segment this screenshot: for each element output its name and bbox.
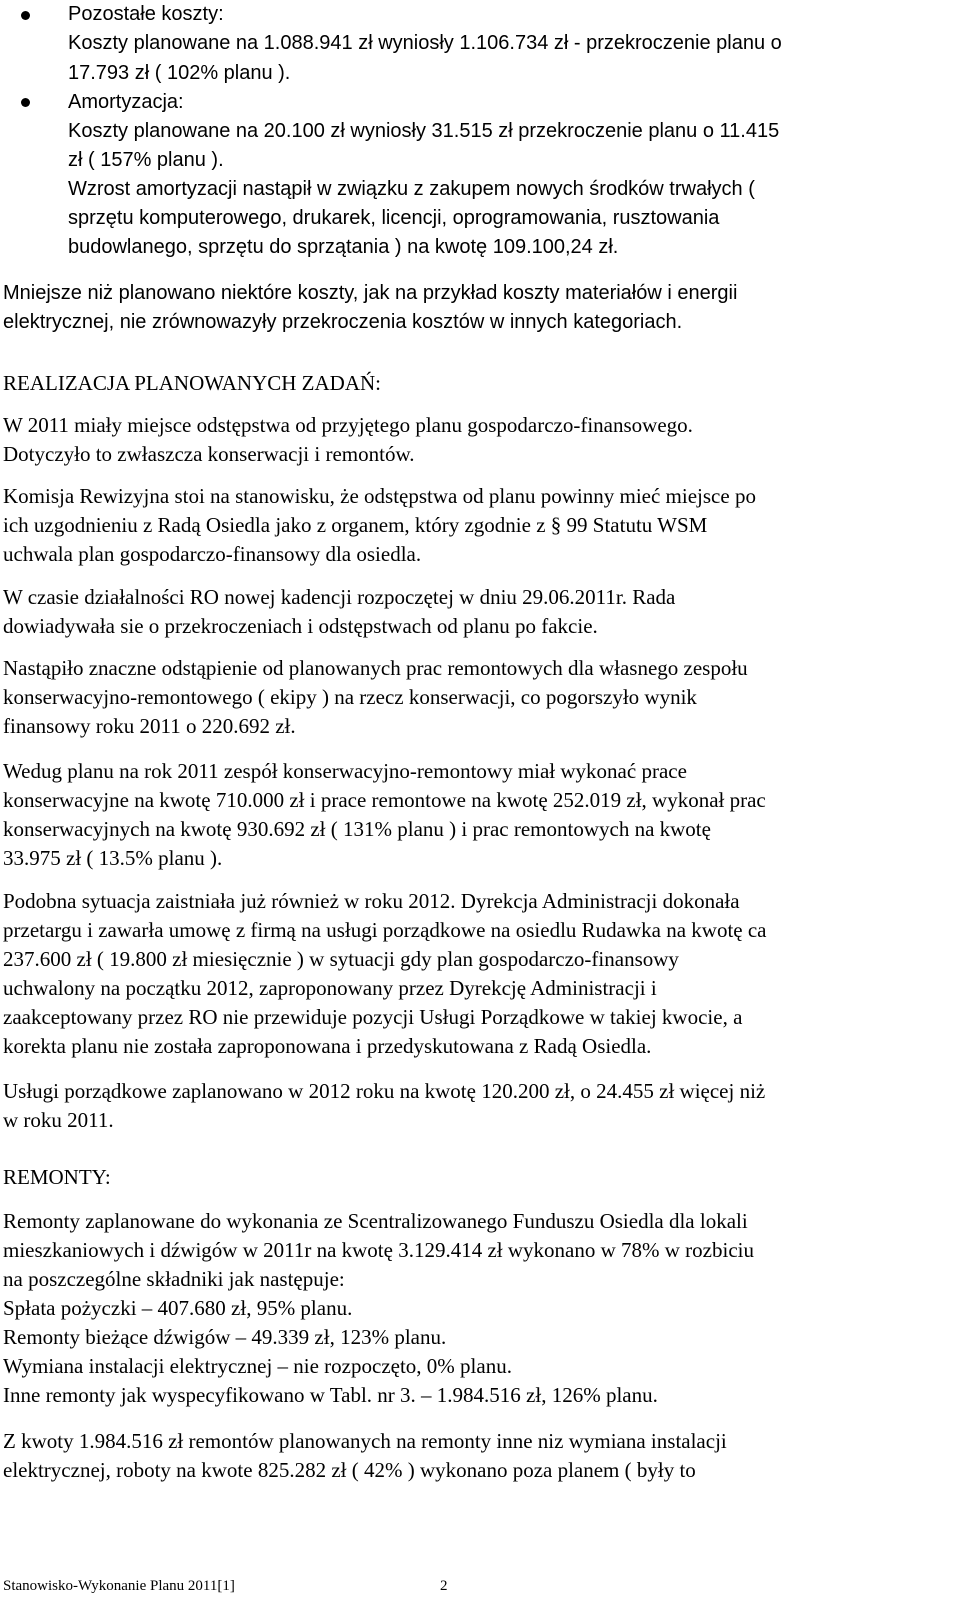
paragraph-line: 237.600 zł ( 19.800 zł miesięcznie ) w sytuacji gdy plan gospodarczo-finansowy: [3, 947, 679, 971]
paragraph-line: korekta planu nie została zaproponowana i przedyskutowana z Radą Osiedla.: [3, 1034, 652, 1058]
paragraph-line: Spłata pożyczki – 407.680 zł, 95% planu.: [3, 1296, 353, 1320]
bullet-text-line: zł ( 157% planu ).: [68, 149, 224, 171]
paragraph-line: Remonty bieżące dźwigów – 49.339 zł, 123% planu.: [3, 1325, 447, 1349]
paragraph-line: na poszczególne składniki jak następuje:: [3, 1267, 345, 1291]
paragraph-line: zaakceptowany przez RO nie przewiduje pozycji Usługi Porządkowe w takiej kwocie, a: [3, 1005, 743, 1029]
paragraph-line: uchwala plan gospodarczo-finansowy dla osiedla.: [3, 542, 422, 566]
paragraph-line: mieszkaniowych i dźwigów w 2011r na kwotę 3.129.414 zł wykonano w 78% w rozbiciu: [3, 1238, 754, 1262]
paragraph-line: Z kwoty 1.984.516 zł remontów planowanych na remonty inne niz wymiana instalacji: [3, 1429, 727, 1453]
bullet-dot-icon: [21, 11, 30, 20]
section-heading-remonty: REMONTY:: [3, 1165, 111, 1189]
paragraph-line: elektrycznej, nie zrównowazyły przekroczenia kosztów w innych kategoriach.: [3, 311, 683, 333]
paragraph-line: Nastąpiło znaczne odstąpienie od planowanych prac remontowych dla własnego zespołu: [3, 656, 748, 680]
paragraph-line: konserwacyjnych na kwotę 930.692 zł ( 131% planu ) i prac remontowych na kwotę: [3, 817, 711, 841]
paragraph-line: ich uzgodnieniu z Radą Osiedla jako z organem, który zgodnie z § 99 Statutu WSM: [3, 513, 708, 537]
footer-filename: Stanowisko-Wykonanie Planu 2011[1]: [3, 1578, 235, 1594]
paragraph-line: Wymiana instalacji elektrycznej – nie rozpoczęto, 0% planu.: [3, 1354, 512, 1378]
paragraph-line: finansowy roku 2011 o 220.692 zł.: [3, 714, 296, 738]
paragraph-line: Wedug planu na rok 2011 zespół konserwacyjno-remontowy miał wykonać prace: [3, 759, 687, 783]
paragraph-line: Remonty zaplanowane do wykonania ze Scentralizowanego Funduszu Osiedla dla lokali: [3, 1209, 748, 1233]
section-heading-realizacja: REALIZACJA PLANOWANYCH ZADAŃ:: [3, 371, 381, 395]
paragraph-line: Inne remonty jak wyspecyfikowano w Tabl. nr 3. – 1.984.516 zł, 126% planu.: [3, 1383, 658, 1407]
paragraph-line: Podobna sytuacja zaistniała już również w roku 2012. Dyrekcja Administracji dokonała: [3, 889, 740, 913]
paragraph-line: 33.975 zł ( 13.5% planu ).: [3, 846, 223, 870]
bullet-dot-icon: [21, 98, 30, 107]
bullet-text-line: Koszty planowane na 1.088.941 zł wyniosły 1.106.734 zł - przekroczenie planu o: [68, 32, 782, 54]
bullet-text-line: budowlanego, sprzętu do sprzątania ) na kwotę 109.100,24 zł.: [68, 236, 619, 258]
paragraph-line: dowiadywała sie o przekroczeniach i odstępstwach od planu po fakcie.: [3, 614, 598, 638]
paragraph-line: Dotyczyło to zwłaszcza konserwacji i remontów.: [3, 442, 415, 466]
bullet-heading-amortyzacja: Amortyzacja:: [68, 91, 184, 113]
bullet-text-line: 17.793 zł ( 102% planu ).: [68, 62, 291, 84]
paragraph-line: w roku 2011.: [3, 1108, 114, 1132]
paragraph-line: Komisja Rewizyjna stoi na stanowisku, że odstępstwa od planu powinny mieć miejsce po: [3, 484, 756, 508]
paragraph-line: W czasie działalności RO nowej kadencji rozpoczętej w dniu 29.06.2011r. Rada: [3, 585, 676, 609]
bullet-heading-pozostale: Pozostałe koszty:: [68, 3, 224, 25]
paragraph-line: uchwalony na początku 2012, zaproponowany przez Dyrekcję Administracji i: [3, 976, 657, 1000]
paragraph-line: Usługi porządkowe zaplanowano w 2012 roku na kwotę 120.200 zł, o 24.455 zł więcej niż: [3, 1079, 766, 1103]
bullet-text-line: Wzrost amortyzacji nastąpił w związku z zakupem nowych środków trwałych (: [68, 178, 755, 200]
paragraph-line: W 2011 miały miejsce odstępstwa od przyjętego planu gospodarczo-finansowego.: [3, 413, 693, 437]
paragraph-line: elektrycznej, roboty na kwote 825.282 zł ( 42% ) wykonano poza planem ( były to: [3, 1458, 696, 1482]
bullet-text-line: sprzętu komputerowego, drukarek, licencji, oprogramowania, rusztowania: [68, 207, 720, 229]
paragraph-line: przetargu i zawarła umowę z firmą na usługi porządkowe na osiedlu Rudawka na kwotę ca: [3, 918, 767, 942]
footer-page-number: 2: [440, 1578, 448, 1594]
paragraph-line: konserwacyjne na kwotę 710.000 zł i prace remontowe na kwotę 252.019 zł, wykonał prac: [3, 788, 766, 812]
paragraph-line: Mniejsze niż planowano niektóre koszty, jak na przykład koszty materiałów i energii: [3, 282, 738, 304]
bullet-text-line: Koszty planowane na 20.100 zł wyniosły 31.515 zł przekroczenie planu o 11.415: [68, 120, 780, 142]
paragraph-line: konserwacyjno-remontowego ( ekipy ) na rzecz konserwacji, co pogorszyło wynik: [3, 685, 697, 709]
